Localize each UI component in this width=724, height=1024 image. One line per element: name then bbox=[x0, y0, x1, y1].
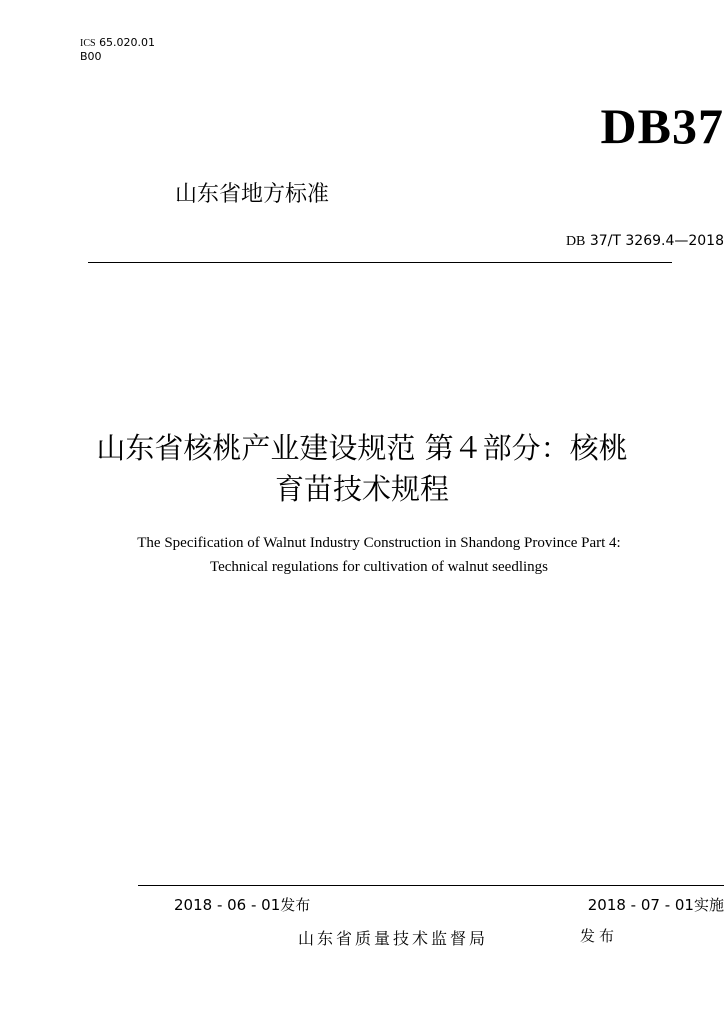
standard-number-rest: 37/T 3269.4—2018 bbox=[585, 233, 724, 249]
standard-type: 山东省地方标准 bbox=[175, 182, 330, 207]
title-chinese bbox=[0, 428, 724, 510]
title-english bbox=[0, 531, 724, 579]
ccs-code: B00 bbox=[80, 50, 102, 63]
issue-date-value: 2018 - 06 - 01 bbox=[174, 896, 281, 914]
issuing-authority: 山东省质量技术监督局 bbox=[298, 929, 489, 948]
issuing-action: 发布 bbox=[580, 927, 619, 945]
implementation-date bbox=[588, 895, 724, 915]
title-chinese-line-1: 山东省核桃产业建设规范 第４部分：核桃 bbox=[96, 431, 628, 465]
header-divider bbox=[88, 262, 672, 263]
implementation-date-label: 实施 bbox=[693, 896, 724, 914]
issue-date-label: 发布 bbox=[280, 896, 311, 914]
standard-number bbox=[566, 232, 724, 251]
implementation-date-value: 2018 - 07 - 01 bbox=[587, 896, 694, 914]
ics-code-line bbox=[80, 36, 155, 51]
issue-date bbox=[174, 895, 310, 915]
footer-divider bbox=[138, 885, 724, 886]
standard-number-prefix: DB bbox=[565, 234, 586, 249]
title-english-line-1: The Specification of Walnut Industry Construction in Shandong Province Part 4: bbox=[137, 535, 621, 551]
ics-code: 65.020.01 bbox=[99, 36, 156, 49]
title-english-line-2: Technical regulations for cultivation of walnut seedlings bbox=[209, 559, 549, 575]
ics-label: ICS bbox=[80, 38, 96, 49]
standard-logo: DB37 bbox=[600, 98, 724, 154]
title-chinese-line-2: 育苗技术规程 bbox=[274, 472, 449, 506]
